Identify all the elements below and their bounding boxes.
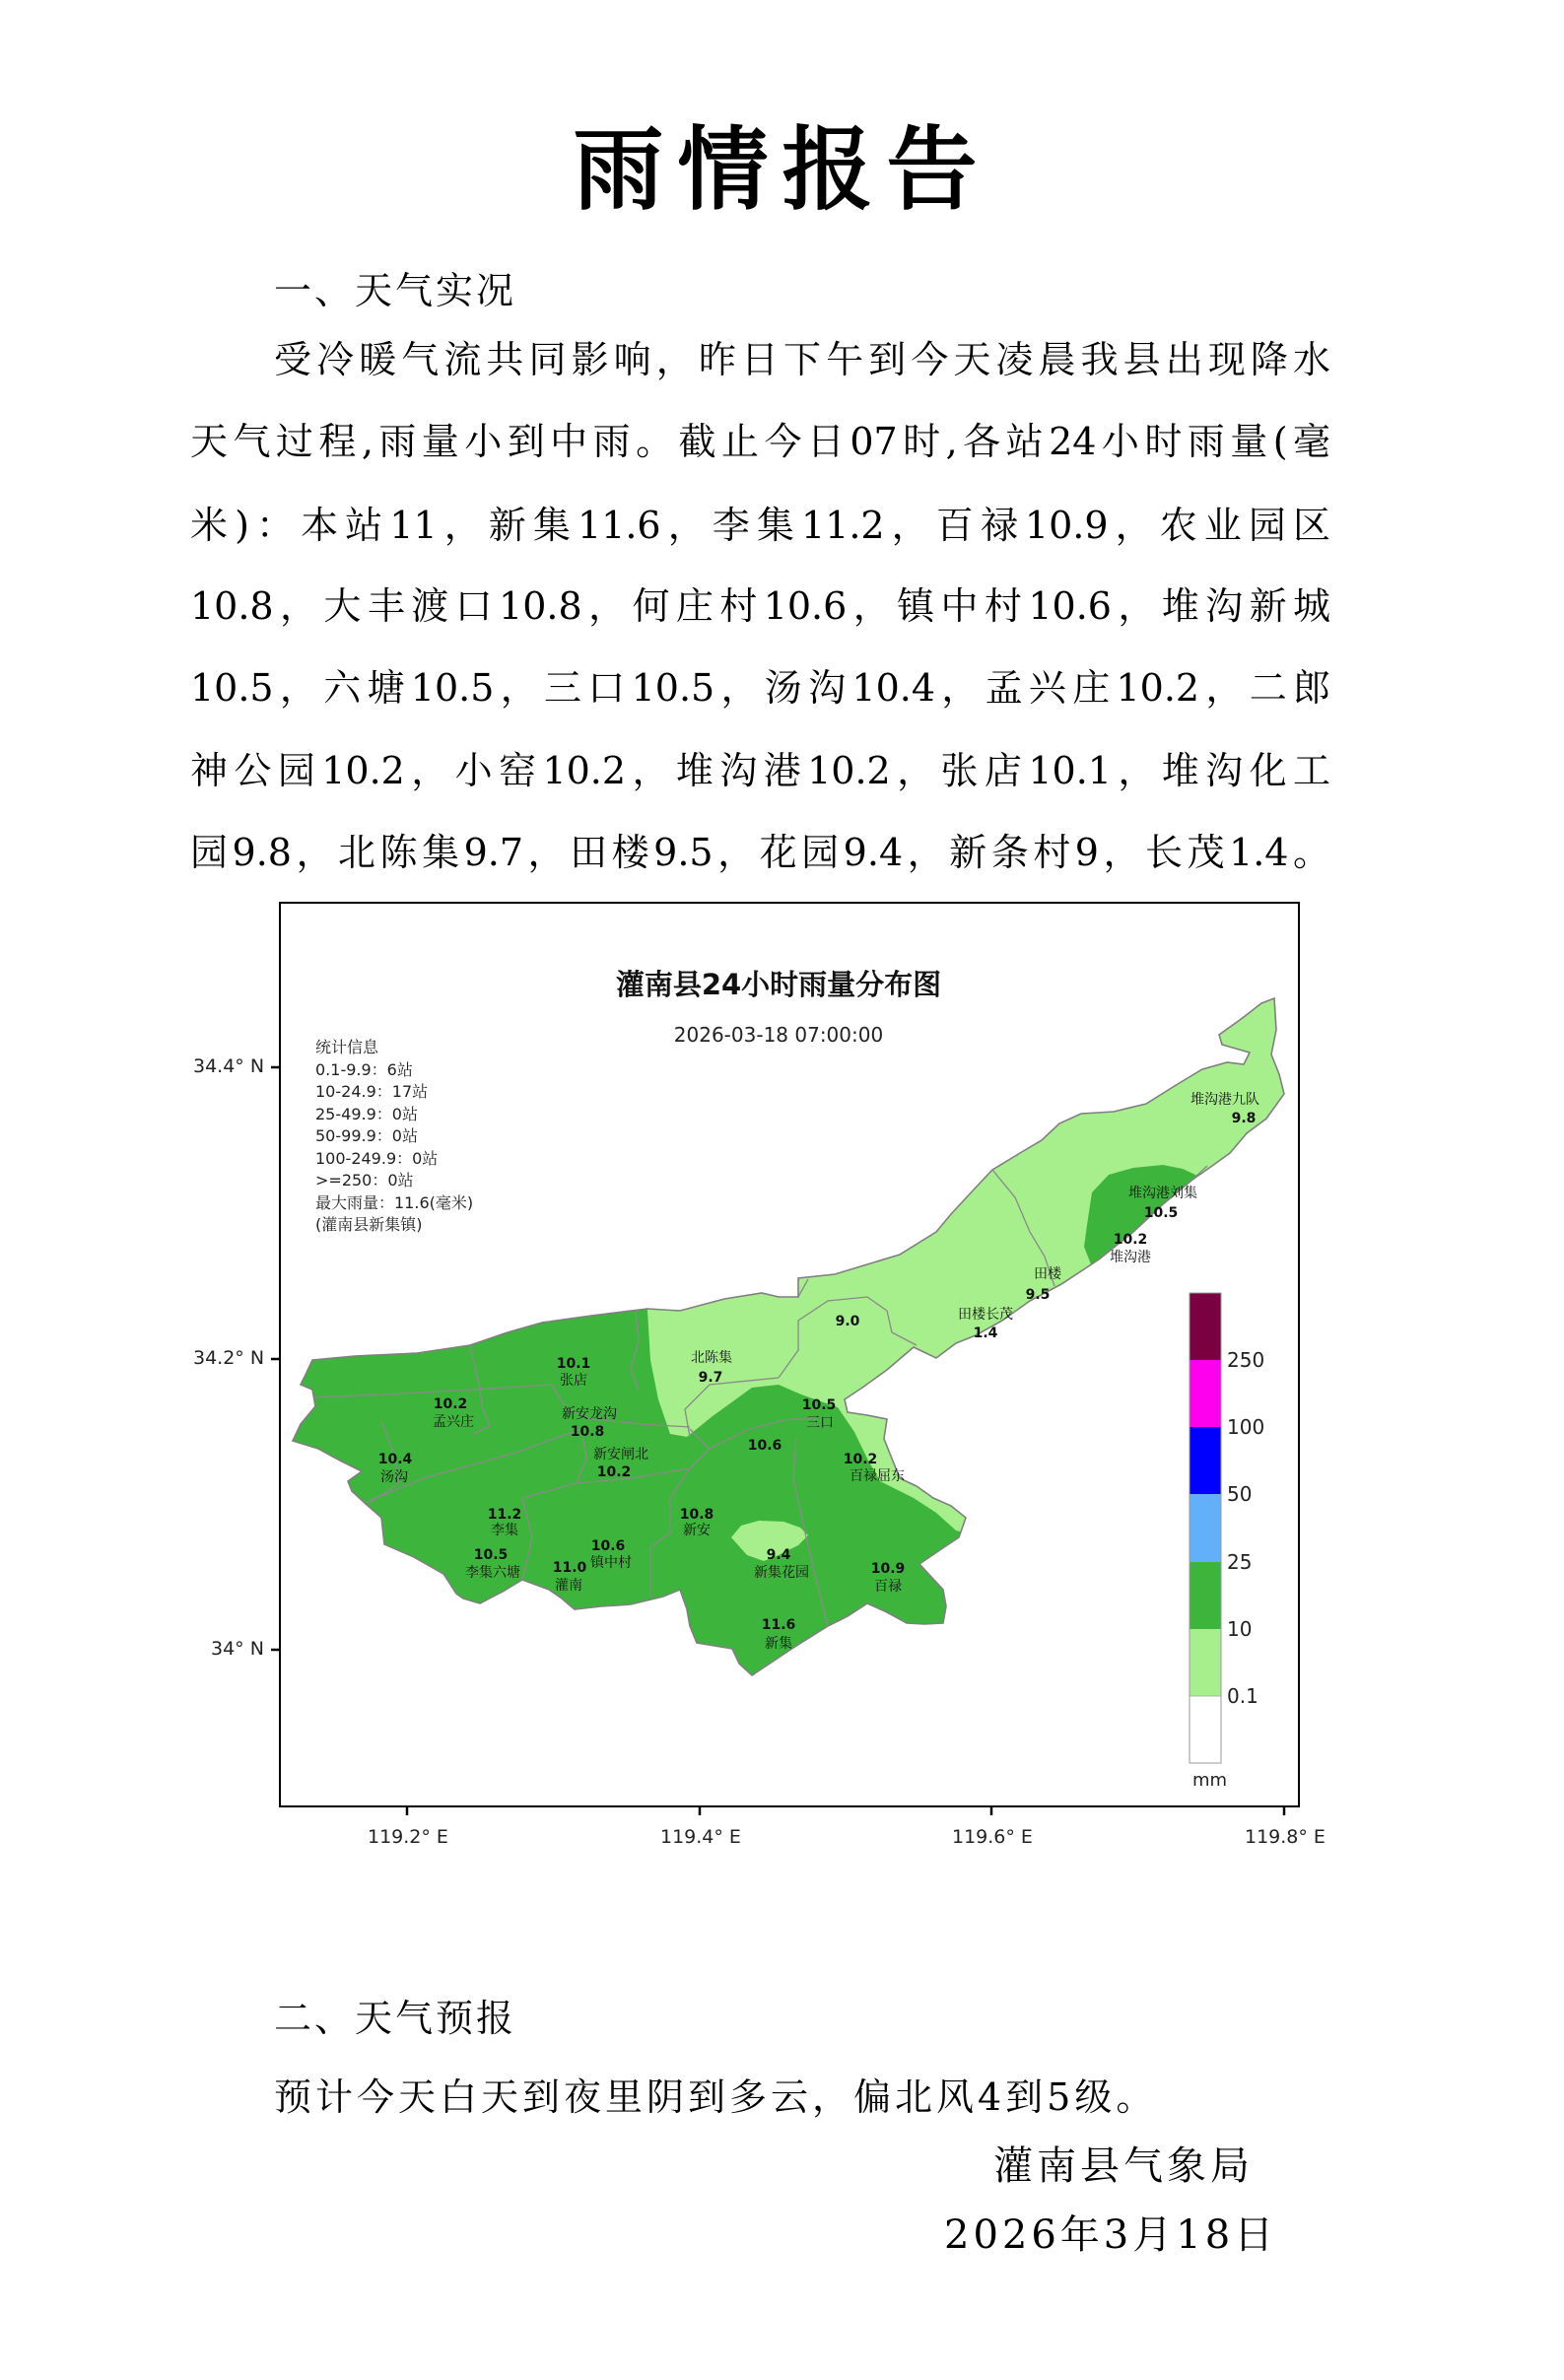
y-axis-tick-label: 34.2° N xyxy=(193,1347,265,1369)
document-title: 雨情报告 xyxy=(573,117,991,223)
rainfall-map-figure xyxy=(279,902,1300,1807)
station-name: 百禄 xyxy=(873,1578,902,1595)
station-value: 10.5 xyxy=(801,1396,836,1413)
station-value: 10.4 xyxy=(377,1451,412,1467)
stats-line: 25-49.9：0站 xyxy=(314,1104,418,1123)
station-value: 9.5 xyxy=(1025,1286,1050,1303)
station-value: 10.2 xyxy=(433,1395,467,1412)
signature-date: 2026年3月18日 xyxy=(944,2212,1278,2258)
legend-label: 10 xyxy=(1226,1616,1252,1641)
y-axis-tick-label: 34° N xyxy=(211,1638,264,1660)
paragraph-line: 园9.8，北陈集9.7，田楼9.5，花园9.4，新条村9，长茂1.4。 xyxy=(190,831,1330,874)
station-name: 镇中村 xyxy=(589,1554,632,1571)
station-value: 10.2 xyxy=(1113,1231,1147,1248)
station-name: 新安龙沟 xyxy=(561,1405,617,1422)
paragraph-line: 神公园10.2，小窑10.2，堆沟港10.2，张店10.1，堆沟化工 xyxy=(190,749,1330,792)
paragraph-line: 米)：本站11，新集11.6，李集11.2，百禄10.9，农业园区 xyxy=(190,504,1330,547)
station-value: 11.0 xyxy=(552,1559,586,1576)
x-axis-tick-label: 119.4° E xyxy=(660,1826,741,1848)
section-heading-weather-forecast: 二、天气预报 xyxy=(274,1997,517,2040)
legend-label: 50 xyxy=(1226,1481,1252,1506)
y-axis-tick-label: 34.4° N xyxy=(193,1055,265,1077)
legend-label: 0.1 xyxy=(1226,1683,1258,1708)
station-name: 三口 xyxy=(805,1414,834,1431)
station-value: 10.1 xyxy=(556,1355,590,1372)
map-subtitle: 2026-03-18 07:00:00 xyxy=(673,1022,883,1047)
stats-line: 10-24.9：17站 xyxy=(314,1081,428,1101)
paragraph-line: 10.8，大丰渡口10.8，何庄村10.6，镇中村10.6，堆沟新城 xyxy=(190,584,1330,628)
station-name: 张店 xyxy=(559,1372,587,1389)
stats-heading: 统计信息 xyxy=(314,1037,378,1056)
station-name: 堆沟港 xyxy=(1109,1249,1151,1265)
station-name: 新安闸北 xyxy=(592,1446,648,1462)
stats-line: 0.1-9.9：6站 xyxy=(314,1059,413,1079)
station-value: 10.8 xyxy=(679,1506,714,1523)
stats-line: >=250：0站 xyxy=(314,1170,414,1190)
stats-box xyxy=(315,1038,473,1234)
station-name: 李集六塘 xyxy=(464,1564,520,1581)
section-heading-weather-observation: 一、天气实况 xyxy=(274,269,517,312)
x-axis-tick-label: 119.6° E xyxy=(952,1826,1033,1848)
stats-line: (灌南县新集镇) xyxy=(314,1214,422,1234)
station-name: 百禄屈东 xyxy=(849,1467,905,1484)
station-value: 9.0 xyxy=(835,1313,859,1329)
station-name: 堆沟港刘集 xyxy=(1127,1185,1197,1201)
legend-label: 250 xyxy=(1226,1347,1264,1372)
station-value: 9.8 xyxy=(1231,1110,1256,1126)
stats-line: 50-99.9：0站 xyxy=(314,1125,418,1145)
station-value: 9.4 xyxy=(766,1546,790,1563)
stats-line: 最大雨量：11.6(毫米) xyxy=(314,1192,473,1212)
x-axis-tick-label: 119.2° E xyxy=(368,1826,448,1848)
paragraph-line: 10.5，六塘10.5，三口10.5，汤沟10.4，孟兴庄10.2，二郎 xyxy=(190,666,1330,710)
station-value: 10.5 xyxy=(473,1546,508,1563)
station-value: 10.8 xyxy=(570,1423,604,1440)
station-name: 新集花园 xyxy=(753,1564,809,1581)
station-value: 10.2 xyxy=(843,1451,877,1467)
paragraph-line: 天气过程,雨量小到中雨。截止今日07时,各站24小时雨量(毫 xyxy=(190,420,1330,463)
paragraph-line: 受冷暖气流共同影响，昨日下午到今天凌晨我县出现降水 xyxy=(274,338,1330,381)
station-name: 汤沟 xyxy=(379,1468,408,1485)
station-value: 10.2 xyxy=(596,1463,631,1480)
x-axis-tick-label: 119.8° E xyxy=(1245,1826,1326,1848)
rainfall-map-canvas xyxy=(279,902,1300,1807)
station-value: 10.6 xyxy=(747,1437,782,1454)
legend-colorbar xyxy=(1190,1293,1221,1763)
legend-label: 25 xyxy=(1226,1549,1252,1574)
station-value: 10.5 xyxy=(1143,1204,1178,1221)
forecast-paragraph: 预计今天白天到夜里阴到多云，偏北风4到5级。 xyxy=(274,2075,1158,2119)
station-name: 灌南 xyxy=(554,1577,582,1594)
station-name: 田楼长茂 xyxy=(957,1306,1013,1323)
station-value: 11.6 xyxy=(761,1616,795,1633)
signature-organization: 灌南县气象局 xyxy=(993,2143,1254,2189)
station-value: 10.6 xyxy=(590,1537,625,1554)
station-name: 堆沟港九队 xyxy=(1190,1091,1259,1108)
legend-unit: mm xyxy=(1191,1769,1227,1791)
stats-line: 100-249.9：0站 xyxy=(314,1148,438,1168)
station-name: 李集 xyxy=(490,1522,518,1538)
legend-label: 100 xyxy=(1226,1414,1264,1439)
station-name: 新集 xyxy=(764,1635,792,1652)
station-name: 孟兴庄 xyxy=(432,1413,474,1430)
station-name: 新安 xyxy=(682,1522,711,1538)
station-name: 北陈集 xyxy=(690,1349,732,1366)
station-value: 11.2 xyxy=(487,1506,521,1523)
map-title: 灌南县24小时雨量分布图 xyxy=(615,967,941,1001)
station-name: 田楼 xyxy=(1033,1265,1061,1282)
station-value: 9.7 xyxy=(698,1369,722,1386)
station-value: 10.9 xyxy=(870,1560,905,1577)
station-value: 1.4 xyxy=(973,1325,997,1341)
